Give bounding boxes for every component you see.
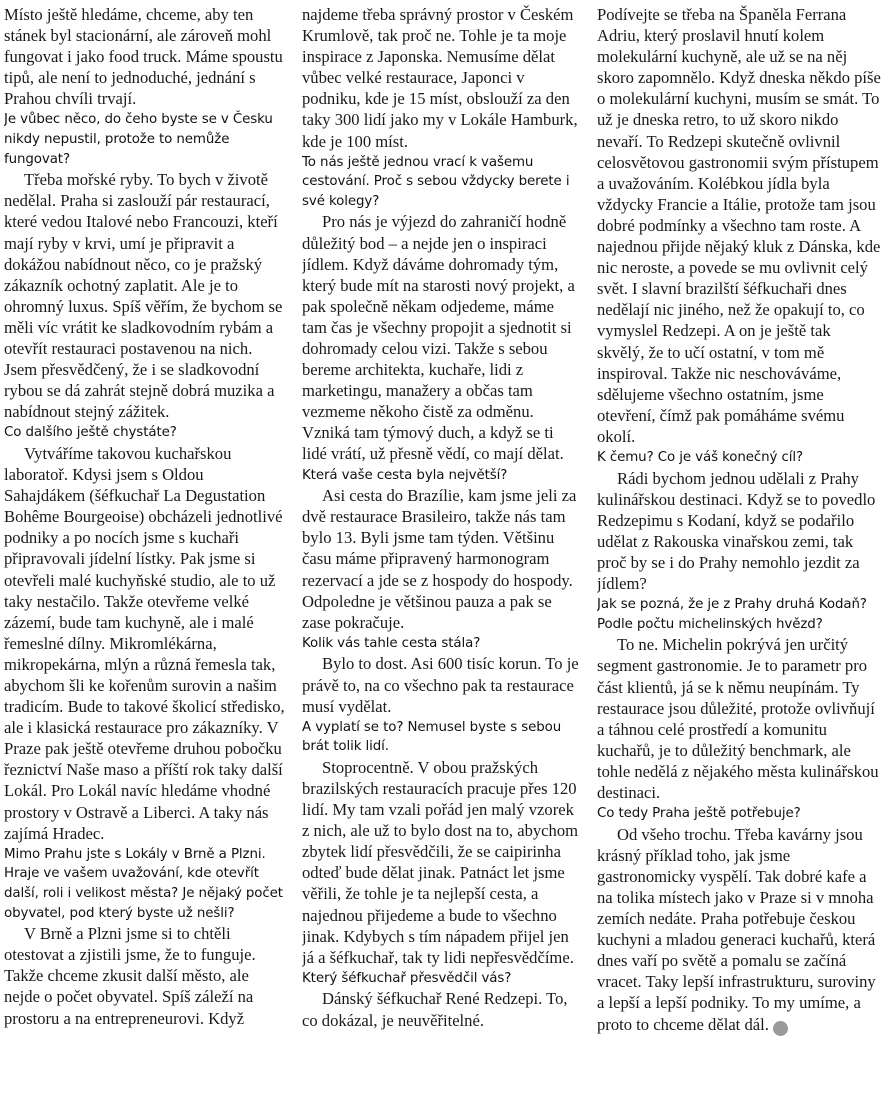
interview-question: Která vaše cesta byla největší? bbox=[302, 467, 508, 483]
interview-question: Jak se pozná, že je z Prahy druhá Kodaň? Podle počtu michelinských hvězd? bbox=[597, 597, 867, 632]
paragraph: Bylo to dost. Asi 600 tisíc korun. To je právě to, na co všechno pak ta restaurace musí vydělat. bbox=[302, 654, 579, 716]
paragraph: Podívejte se třeba na Španěla Ferrana Adriu, který proslavil hnutí kolem molekulární kuchyně, ale už se na něj skoro zapomnělo. Když dneska někdo píše o molekulární kuchyni, musím se smát. To už je dneska retro, to už skoro nikdo nevaří. To Redzepi skutečně ovlivnil celosvětovou gastronomii svým přístupem a uvažováním. Kolébkou jídla byla vždycky Francie a Itálie, protože tam jsou dobré podmínky a všechno tam roste. A najednou přijde nějaký kluk z Dánska, kde nic neroste, a povede se mu ovlivnit celý svět. I slavní brazilští šéfkuchaři dnes nedělají nic jiného, než že opakují to, co vymyslel Redzepi. A on je ještě tak skvělý, že to učí ostatní, v tom mě inspiroval. Takže nic neschováváme, sdělujeme všechno ostatním, jsme otevření, čímž pak pomáháme svému okolí. bbox=[597, 5, 881, 446]
paragraph: Asi cesta do Brazílie, kam jsme jeli za dvě restaurace Brasileiro, takže nás tam bylo 13. Byli jsme tam týden. Většinu času máme připravený harmonogram rezervací a jde se z hospody do hospody. Odpoledne je většinou pauza a pak se zase pokračuje. bbox=[302, 486, 577, 632]
interview-question: To nás ještě jednou vrací k vašemu cestování. Proč s sebou vždycky berete i své kolegy? bbox=[302, 154, 570, 209]
paragraph: V Brně a Plzni jsme si to chtěli otestovat a zjistili jsme, že to funguje. Takže chceme zkusit další město, ale nejde o počet obyvatel. Spíš záleží na prostoru a na entrepreneurovi. Když bbox=[4, 924, 256, 1028]
interview-question: Co tedy Praha ještě potřebuje? bbox=[597, 806, 801, 822]
paragraph: To ne. Michelin pokrývá jen určitý segment gastronomie. Je to parametr pro část klientů, já se k němu neupínám. Ty restaurace jsou důležité, protože ovlivňují a táhnou celé prostředí a komunitu kuchařů, je to důležitý benchmark, ale tohle nedělá z nějakého města kulinářskou destinaci. bbox=[597, 635, 879, 802]
paragraph: Stoprocentně. V obou pražských brazilských restauracích pracuje přes 120 lidí. My tam vzali pořád jen malý vzorek z nich, ale už to bylo dost na to, abychom zbytek lidí přesvědčili, že se caipirinha odteď bude dělat jinak. Patnáct let jsme věřili, že tohle je ta nejlepší cesta, a najednou přijedeme a bude to všechno jinak. Kdybych s tím nápadem přijel jen já a šéfkuchař, tak ty lidi nepřesvědčíme. bbox=[302, 757, 579, 967]
article-column-2 bbox=[302, 4, 582, 1104]
final-paragraph bbox=[597, 824, 881, 1036]
paragraph-text: Od všeho trochu. Třeba kavárny jsou krásný příklad toho, jak jsme gastronomicky vyspělí. Tak dobré kafe a na tolika místech jako v Praze si v mnoha zemích nedáte. Praha potřebuje českou kuchyni a mladou generaci kuchařů, která dnes vaří po světě a pomalu se začíná vracet. Taky lepší infrastrukturu, suroviny a lepší a lepší podniky. To my umíme, a proto to chceme dělat dál. bbox=[597, 824, 876, 1034]
article-column-1 bbox=[4, 4, 286, 1104]
interview-question: K čemu? Co je váš konečný cíl? bbox=[597, 449, 804, 465]
interview-question: Mimo Prahu jste s Lokály v Brně a Plzni. Hraje ve vašem uvažování, kde otevřít další, roli i velikost města? Je nějaký počet obyvatel, pod který byste už nešli? bbox=[4, 846, 283, 921]
interview-question: Co dalšího ještě chystáte? bbox=[4, 425, 177, 441]
paragraph: Místo ještě hledáme, chceme, aby ten stánek byl stacionární, ale zároveň mohl fungovat i jako food truck. Máme spoustu tipů, ale není to jednoduché, jednání s Prahou chvíli trvají. bbox=[4, 5, 283, 109]
paragraph: Třeba mořské ryby. To bych v životě nedělal. Praha si zaslouží pár restaurací, které vedou Italové nebo Francouzi, kteří mají ryby v krvi, umí je připravit a dokážou nabídnout něco, co je pražský zákazník ochotný zaplatit. Ale je to ohromný luxus. Spíš věřím, že bychom se měli víc vrátit ke sladkovodním rybám a otevřít restauraci postavenou na nich. Jsem přesvědčený, že i se sladkovodní rybou se dá zahrát stejně dobrá muzika a nabídnout stejný zážitek. bbox=[4, 170, 283, 422]
paragraph: Vytváříme takovou kuchařskou laboratoř. Kdysi jsem s Oldou Sahajdákem (šéfkuchař La Degustation Bohême Bourgeoise) obcházeli jednotlivé podniky a po nocích jsme s kuchaři připravovali jídelní lístky. Pak jsme si otevřeli malé kuchyňské studio, ale to už taky nestačilo. Takže otevřeme velké zázemí, bude tam kuchyně, ale i malé řemeslné dílny. Mikromlékárna, mikropekárna, mlýn a různá řemesla tak, abychom šli ke kořenům surovin a našim tradicím. Bude to takové školicí středisko, ale i klasická restaurace pro zákazníky. V Praze pak ještě otevřeme druhou pobočku řeznictví Naše maso a příští rok taky další Lokál. Pro Lokál navíc hledáme vhodné prostory v Ostravě a Liberci. A taky nás zajímá Hradec. bbox=[4, 443, 285, 843]
interview-question: Je vůbec něco, do čeho byste se v Česku nikdy nepustil, protože to nemůže fungovat? bbox=[4, 112, 273, 167]
interview-question: Který šéfkuchař přesvědčil vás? bbox=[302, 970, 512, 986]
paragraph: Rádi bychom jednou udělali z Prahy kulinářskou destinaci. Když se to povedlo Redzepimu s Kodaní, když se podařilo udělat z Rakouska vinařskou zemi, tak proč by se i do Prahy nemohlo jezdit za jídlem? bbox=[597, 468, 876, 594]
interview-question: A vyplatí se to? Nemusel byste s sebou brát tolik lidí. bbox=[302, 719, 562, 755]
paragraph: najdeme třeba správný prostor v Českém Krumlově, tak proč ne. Tohle je ta moje inspirace z Japonska. Nemusíme dělat vůbec velké restaurace, Japonci v podniku, kde je 15 míst, obslouží za den taky 300 lidí jako my v Lokále Hamburk, kde je 100 míst. bbox=[302, 5, 578, 151]
paragraph: Pro nás je výjezd do zahraničí hodně důležitý bod – a nejde jen o inspiraci jídlem. Když dáváme dohromady tým, který bude mít na starosti nový projekt, a pak společně někam odjedeme, máme tam čas je všechny propojit a sjednotit si dohromady celou vizi. Takže s sebou bereme architekta, kuchaře, lidi z marketingu, manažery a občas tam vezmeme někoho čistě za odměnu. Vzniká tam týmový duch, a když se ti lidé vrátí, už přesně vědí, co mají dělat. bbox=[302, 212, 575, 464]
end-of-article-icon: F bbox=[773, 1021, 788, 1036]
article-column-3 bbox=[597, 4, 881, 1104]
interview-question: Kolik vás tahle cesta stála? bbox=[302, 635, 481, 651]
paragraph: Dánský šéfkuchař René Redzepi. To, co dokázal, je neuvěřitelné. bbox=[302, 989, 568, 1030]
